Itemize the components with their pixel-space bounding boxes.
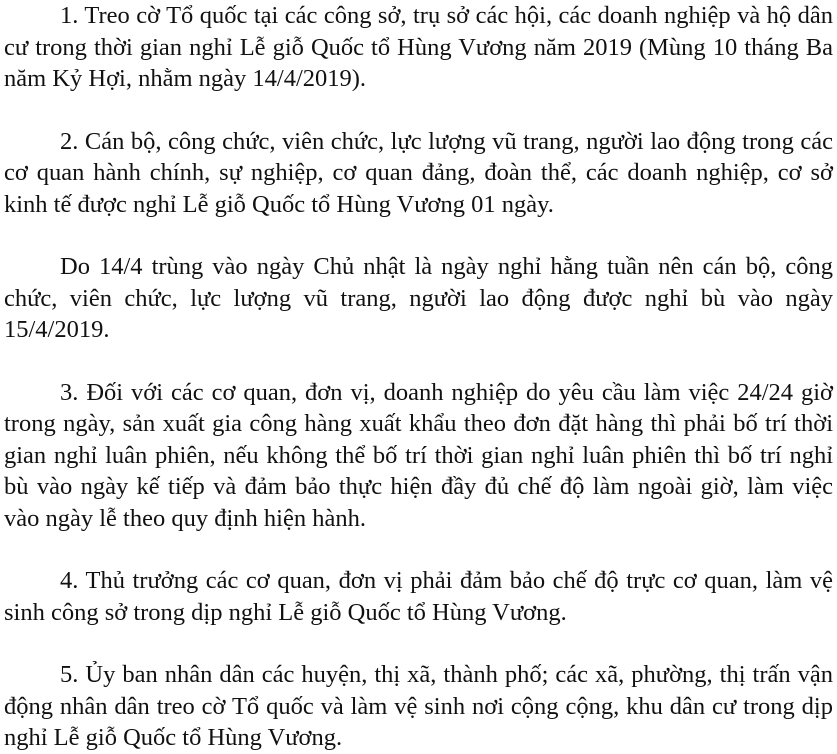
paragraph-spacer <box>4 628 833 659</box>
paragraph-item-2: 2. Cán bộ, công chức, viên chức, lực lượng vũ trang, người lao động trong các cơ quan hành chính, sự nghiệp, cơ quan đảng, đoàn thể, các doanh nghiệp, cơ sở kinh tế được nghỉ Lễ giỗ Quốc tổ Hùng Vương 01 ngày. <box>4 127 833 218</box>
paragraph-item-3: 3. Đối với các cơ quan, đơn vị, doanh nghiệp do yêu cầu làm việc 24/24 giờ trong ngày, sản xuất gia công hàng xuất khẩu theo đơn đặt hàng thì phải bố trí thời gian nghỉ luân phiên, nếu không thể bố trí thời gian nghỉ luân phiên thì bố trí nghỉ bù vào ngày kế tiếp và đảm bảo thực hiện đầy đủ chế độ làm ngoài giờ, làm việc vào ngày lễ theo quy định hiện hành. <box>4 378 833 532</box>
paragraph-item-2-note: Do 14/4 trùng vào ngày Chủ nhật là ngày nghỉ hằng tuần nên cán bộ, công chức, viên chức, lực lượng vũ trang, người lao động được nghỉ bù vào ngày 15/4/2019. <box>4 253 833 343</box>
paragraph-item-5: 5. Ủy ban nhân dân các huyện, thị xã, thành phố; các xã, phường, thị trấn vận động nhân dân treo cờ Tổ quốc và làm vệ sinh nơi cộng cộng, khu dân cư trong dịp nghỉ Lễ giỗ Quốc tổ Hùng Vương. <box>4 661 833 751</box>
paragraph-item-4: 4. Thủ trưởng các cơ quan, đơn vị phải đảm bảo chế độ trực cơ quan, làm vệ sinh công sở trong dịp nghỉ Lễ giỗ Quốc tổ Hùng Vương. <box>4 567 833 626</box>
paragraph-item-1: 1. Treo cờ Tổ quốc tại các công sở, trụ sở các hội, các doanh nghiệp và hộ dân cư trong thời gian nghỉ Lễ giỗ Quốc tổ Hùng Vương năm 2019 (Mùng 10 tháng Ba năm Kỷ Hợi, nhằm ngày 14/4/2019). <box>4 2 833 92</box>
paragraph-spacer <box>4 95 833 126</box>
paragraph-spacer <box>4 534 833 565</box>
paragraph-spacer <box>4 220 833 251</box>
paragraph-spacer <box>4 346 833 377</box>
